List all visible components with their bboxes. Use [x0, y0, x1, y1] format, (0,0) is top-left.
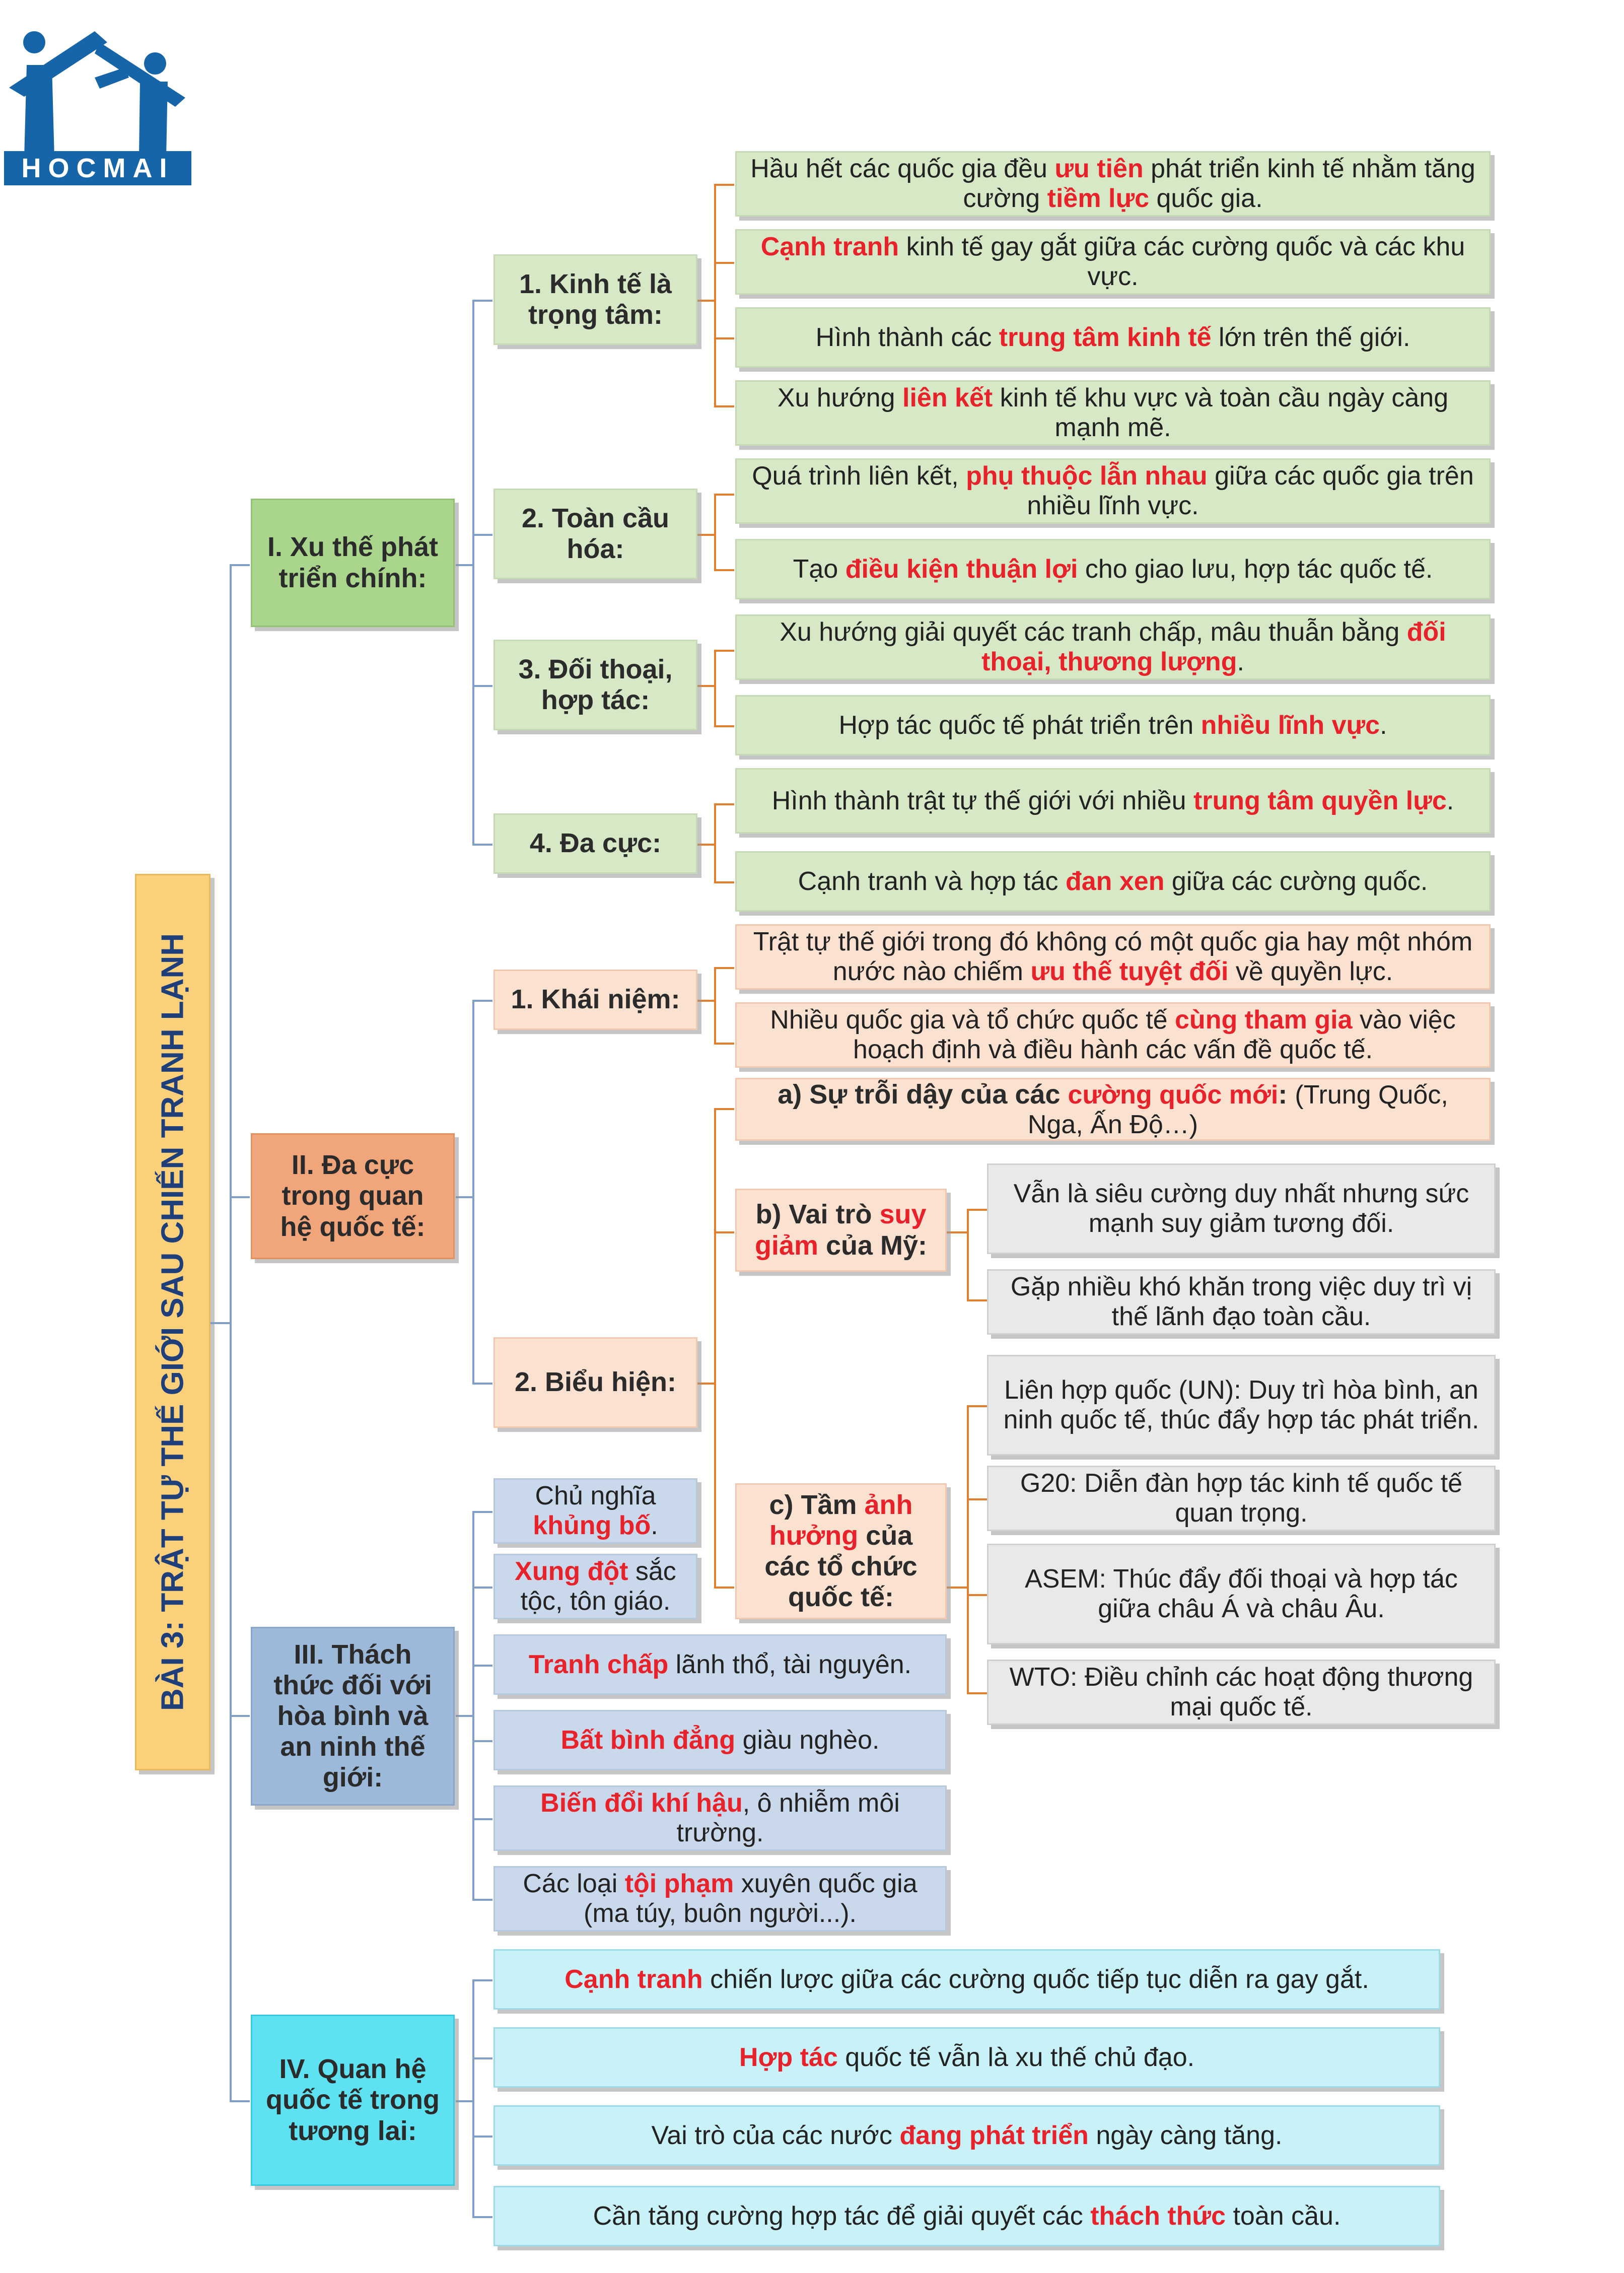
s1-economy-item: Cạnh tranh kinh tế gay gắt giữa các cường quốc và các khu vực.	[735, 229, 1491, 295]
connector	[472, 2216, 492, 2218]
s1-economy-item: Hình thành các trung tâm kinh tế lớn trên thế giới.	[735, 307, 1491, 368]
connector	[714, 262, 734, 264]
connector	[230, 1715, 250, 1717]
connector	[967, 1594, 987, 1596]
connector	[714, 881, 734, 883]
s2-concept-item: Nhiều quốc gia và tổ chức quốc tế cùng tham gia vào việc hoạch định và điều hành các vấn đề quốc tế.	[735, 1002, 1491, 1068]
connector	[697, 1383, 715, 1385]
connector	[714, 405, 734, 407]
connector	[456, 2100, 473, 2102]
s4-future-item: Vai trò của các nước đang phát triển ngày càng tăng.	[493, 2105, 1440, 2166]
s3-challenge-item: Chủ nghĩa khủng bố.	[493, 1478, 697, 1544]
connector	[967, 1405, 987, 1407]
s1-dialogue-item: Hợp tác quốc tế phát triển trên nhiều lĩnh vực.	[735, 695, 1491, 755]
s4-future-item: Cạnh tranh chiến lược giữa các cường quốc tiếp tục diễn ra gay gắt.	[493, 1949, 1440, 2010]
connector	[967, 1209, 969, 1299]
connector	[697, 1000, 715, 1002]
connector	[967, 1498, 987, 1500]
s1-economy-item: Xu hướng liên kết kinh tế khu vực và toàn cầu ngày càng mạnh mẽ.	[735, 380, 1491, 446]
connector	[472, 2057, 492, 2059]
connector	[714, 803, 734, 805]
connector	[967, 1299, 987, 1301]
s3-challenge-item: Bất bình đẳng giàu nghèo.	[493, 1710, 947, 1770]
connector	[456, 564, 473, 566]
connector	[967, 1692, 987, 1694]
connector	[472, 300, 492, 302]
connector	[714, 494, 716, 569]
connector	[714, 650, 716, 725]
connector	[472, 1383, 492, 1385]
connector	[697, 685, 715, 687]
s2-us-decline-item: Gặp nhiều khó khăn trong việc duy trì vị thế lãnh đạo toàn cầu.	[987, 1269, 1496, 1335]
connector	[714, 1231, 734, 1233]
connector	[714, 494, 734, 496]
connector	[714, 1587, 734, 1589]
connector	[472, 1665, 492, 1667]
connector	[472, 685, 492, 687]
s1-globalization-item: Quá trình liên kết, phụ thuộc lẫn nhau giữa các quốc gia trên nhiều lĩnh vực.	[735, 458, 1491, 524]
connector	[230, 1196, 250, 1198]
connector	[472, 534, 492, 536]
connector	[472, 1000, 474, 1383]
connector	[967, 1405, 969, 1692]
lesson-title-box	[135, 874, 210, 1770]
s2-rising-powers: a) Sự trỗi dậy của các cường quốc mới: (Trung Quốc, Nga, Ấn Độ…)	[735, 1078, 1491, 1141]
connector	[472, 1587, 492, 1589]
s1-globalization-item: Tạo điều kiện thuận lợi cho giao lưu, hợp tác quốc tế.	[735, 539, 1491, 599]
section-4-header: IV. Quan hệ quốc tế trong tương lai:	[251, 2015, 455, 2186]
s1-multipolar-item: Hình thành trật tự thế giới với nhiều trung tâm quyền lực.	[735, 768, 1491, 834]
s2-topic-manifestation: 2. Biểu hiện:	[493, 1337, 697, 1428]
connector	[714, 1108, 716, 1587]
connector	[714, 337, 734, 339]
connector	[697, 300, 715, 302]
s2-organizations-label: c) Tầm ảnh hưởng của các tổ chức quốc tế:	[735, 1483, 947, 1619]
s1-topic-dialogue: 3. Đối thoại, hợp tác:	[493, 640, 697, 730]
connector	[714, 184, 734, 186]
connector	[714, 650, 734, 652]
s1-dialogue-item: Xu hướng giải quyết các tranh chấp, mâu thuẫn bằng đối thoại, thương lượng.	[735, 614, 1491, 680]
connector	[230, 564, 250, 566]
connector	[967, 1209, 987, 1211]
section-1-header: I. Xu thế phát triển chính:	[251, 499, 455, 627]
s2-organization-wto: WTO: Điều chỉnh các hoạt động thương mại quốc tế.	[987, 1660, 1496, 1725]
s2-organization-asem: ASEM: Thúc đẩy đối thoại và hợp tác giữa châu Á và châu Âu.	[987, 1544, 1496, 1644]
s2-organization-un: Liên hợp quốc (UN): Duy trì hòa bình, an ninh quốc tế, thúc đẩy hợp tác phát triển.	[987, 1355, 1496, 1456]
s1-topic-globalization: 2. Toàn cầu hóa:	[493, 489, 697, 579]
connector	[472, 1979, 492, 1981]
s3-challenge-item: Biến đổi khí hậu, ô nhiễm môi trường.	[493, 1785, 947, 1851]
s2-topic-concept: 1. Khái niệm:	[493, 970, 697, 1030]
s2-organization-g20: G20: Diễn đàn hợp tác kinh tế quốc tế quan trọng.	[987, 1466, 1496, 1531]
connector	[210, 1322, 231, 1324]
connector	[714, 1108, 734, 1110]
s1-topic-economy: 1. Kinh tế là trọng tâm:	[493, 254, 697, 345]
connector	[472, 2136, 492, 2138]
s3-challenge-item: Xung đột sắc tộc, tôn giáo.	[493, 1554, 697, 1619]
connector	[714, 1043, 734, 1045]
connector	[472, 1979, 474, 2216]
brand-wordmark: HOCMAI	[4, 151, 191, 185]
connector	[714, 184, 716, 405]
connector	[714, 803, 716, 881]
connector	[230, 564, 232, 2100]
s1-topic-multipolar: 4. Đa cực:	[493, 813, 697, 874]
s3-challenge-item: Tranh chấp lãnh thổ, tài nguyên.	[493, 1634, 947, 1695]
section-2-header: II. Đa cực trong quan hệ quốc tế:	[251, 1133, 455, 1259]
connector	[472, 300, 474, 844]
lesson-title: BÀI 3: TRẬT TỰ THẾ GIỚI SAU CHIẾN TRANH LẠNH	[155, 933, 190, 1711]
connector	[714, 725, 734, 727]
s1-multipolar-item: Cạnh tranh và hợp tác đan xen giữa các cường quốc.	[735, 851, 1491, 912]
connector	[230, 2100, 250, 2102]
connector	[472, 1511, 474, 1899]
s1-economy-item: Hầu hết các quốc gia đều ưu tiên phát triển kinh tế nhằm tăng cường tiềm lực quốc gia.	[735, 151, 1491, 217]
section-3-header: III. Thách thức đối với hòa bình và an ninh thế giới:	[251, 1627, 455, 1806]
connector	[472, 1899, 492, 1901]
connector	[714, 967, 734, 969]
connector	[472, 1000, 492, 1002]
s2-us-decline-label: b) Vai trò suy giảm của Mỹ:	[735, 1189, 947, 1272]
connector	[697, 534, 715, 536]
s2-us-decline-item: Vẫn là siêu cường duy nhất nhưng sức mạnh suy giảm tương đối.	[987, 1163, 1496, 1254]
connector	[947, 1587, 968, 1589]
connector	[456, 1715, 473, 1717]
s3-challenge-item: Các loại tội phạm xuyên quốc gia (ma túy, buôn người...).	[493, 1866, 947, 1932]
connector	[472, 1511, 492, 1513]
connector	[456, 1196, 473, 1198]
connector	[472, 844, 492, 846]
connector	[714, 569, 734, 571]
connector	[947, 1231, 968, 1233]
connector	[472, 1818, 492, 1820]
s4-future-item: Hợp tác quốc tế vẫn là xu thế chủ đạo.	[493, 2027, 1440, 2088]
s2-concept-item: Trật tự thế giới trong đó không có một quốc gia hay một nhóm nước nào chiếm ưu thế tuyệt đối về quyền lực.	[735, 924, 1491, 990]
connector	[714, 967, 716, 1043]
s4-future-item: Cần tăng cường hợp tác để giải quyết các thách thức toàn cầu.	[493, 2186, 1440, 2246]
connector	[472, 1740, 492, 1742]
connector	[697, 844, 715, 846]
